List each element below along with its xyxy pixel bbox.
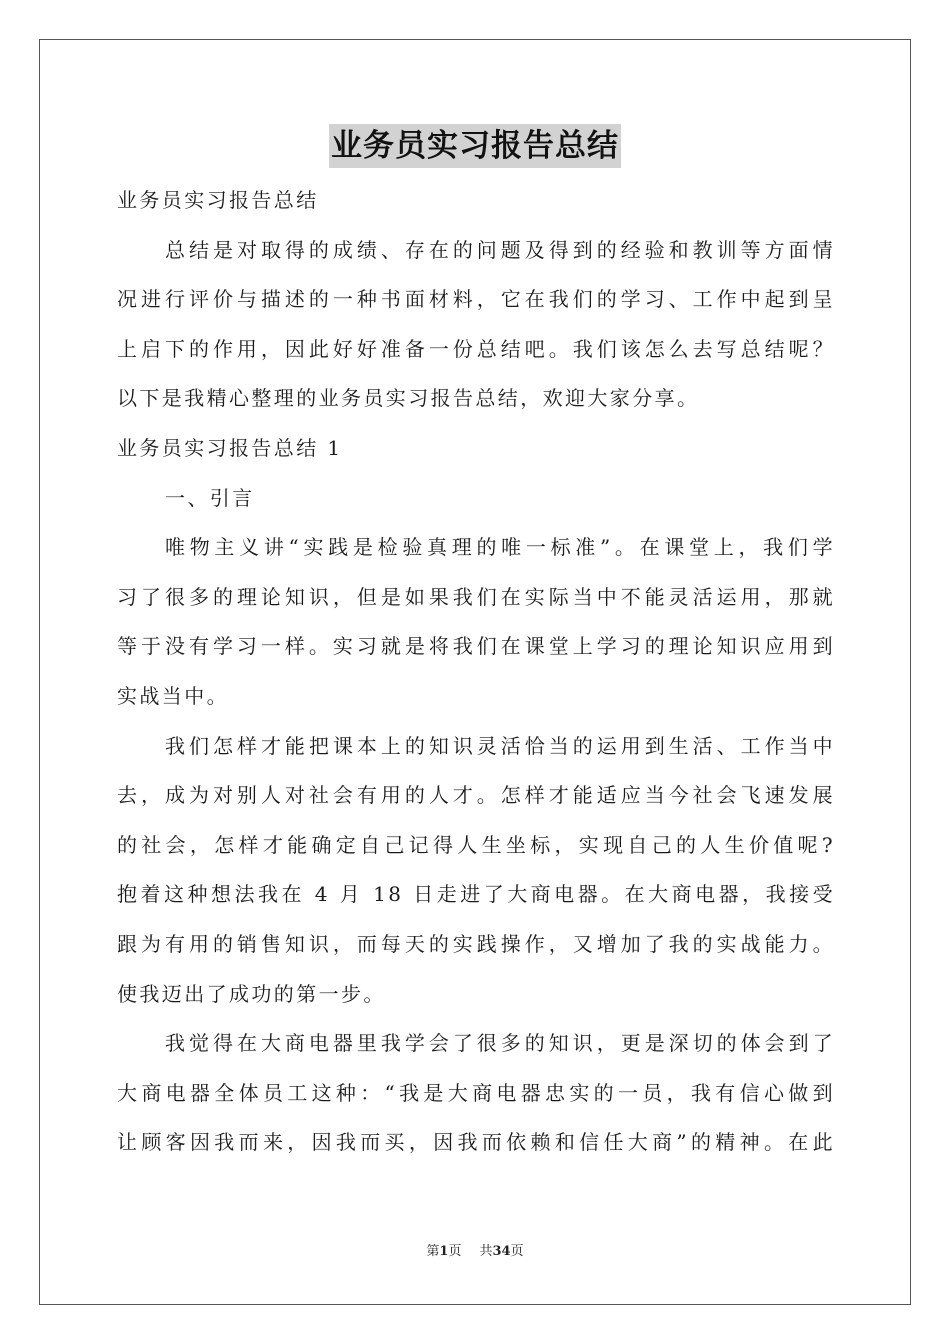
current-page-number: 1 [439,1244,449,1259]
paragraph-line: 总结是对取得的成绩、存在的问题及得到的经验和教训等方面情 [165,237,835,262]
subsection-heading: 一、引言 [165,485,255,510]
title-container [0,124,950,168]
paragraph-line: 我们怎样才能把课本上的知识灵活恰当的运用到生活、工作当中 [165,733,835,758]
total-page-count: 34 [492,1244,511,1259]
paragraph-line: 的社会，怎样才能确定自己记得人生坐标，实现自己的人生价值呢? [117,832,835,857]
total-suffix: 页 [510,1244,524,1259]
total-prefix: 共 [479,1244,493,1259]
page-suffix: 页 [448,1244,462,1259]
paragraph-line: 以下是我精心整理的业务员实习报告总结，欢迎大家分享。 [117,386,700,411]
paragraph-line: 大商电器全体员工这种：“我是大商电器忠实的一员，我有信心做到 [117,1080,835,1105]
paragraph-line: 抱着这种想法我在 4 月 18 日走进了大商电器。在大商电器，我接受 [117,882,835,907]
document-body [117,176,835,1168]
paragraph-line: 实战当中。 [117,683,229,708]
page-prefix: 第 [426,1244,440,1259]
paragraph-line: 习了很多的理论知识，但是如果我们在实际当中不能灵活运用，那就 [117,584,835,609]
document-title: 业务员实习报告总结 [329,124,621,168]
page-footer [0,1240,950,1259]
paragraph-line: 去，成为对别人对社会有用的人才。怎样才能适应当今社会飞速发展 [117,783,835,808]
paragraph-line: 业务员实习报告总结 [117,188,319,212]
section-heading: 业务员实习报告总结 1 [117,435,343,460]
paragraph-line: 等于没有学习一样。实习就是将我们在课堂上学习的理论知识应用到 [117,634,835,659]
paragraph-line: 跟为有用的销售知识，而每天的实践操作，又增加了我的实战能力。 [117,931,835,956]
paragraph-line: 况进行评价与描述的一种书面材料，它在我们的学习、工作中起到呈 [117,287,835,312]
paragraph-line: 唯物主义讲“实践是检验真理的唯一标准”。在课堂上，我们学 [165,535,835,560]
paragraph-line: 让顾客因我而来，因我而买，因我而依赖和信任大商”的精神。在此 [117,1130,835,1155]
paragraph-line: 上启下的作用，因此好好准备一份总结吧。我们该怎么去写总结呢？ [117,336,835,361]
paragraph-line: 我觉得在大商电器里我学会了很多的知识，更是深切的体会到了 [165,1031,835,1056]
paragraph-line: 使我迈出了成功的第一步。 [117,981,386,1006]
